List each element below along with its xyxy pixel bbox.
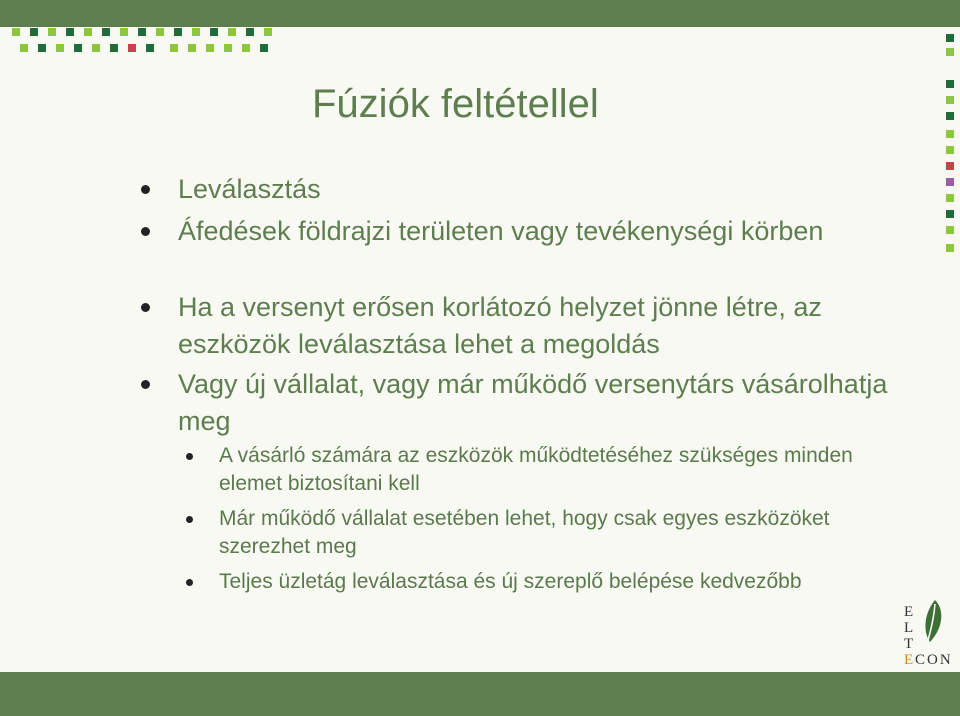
decorative-square	[192, 28, 200, 36]
bullet-text: Ha a versenyt erősen korlátozó helyzet jönne létre, az eszközök leválasztása lehet a megoldás	[178, 292, 822, 359]
decorative-square	[946, 34, 954, 42]
decorative-square	[946, 48, 954, 56]
decorative-square	[138, 28, 146, 36]
decorative-square	[156, 28, 164, 36]
bullet-text: Áfedések földrajzi területen vagy tevékenységi körben	[178, 216, 824, 246]
decorative-square	[246, 28, 254, 36]
decorative-square	[946, 162, 954, 170]
decorative-square	[210, 28, 218, 36]
decorative-square	[128, 44, 136, 52]
decorative-square	[12, 28, 20, 36]
logo-letter: E	[904, 652, 914, 668]
sub-bullet-item	[219, 568, 899, 596]
logo-letter: L	[904, 620, 914, 636]
decorative-square	[188, 44, 196, 52]
bullet-text: Leválasztás	[178, 174, 321, 204]
logo-letter: CON	[915, 652, 953, 668]
decorative-square	[92, 44, 100, 52]
sub-bullet-item	[219, 505, 899, 561]
decorative-square	[946, 96, 954, 104]
bullet-text: Vagy új vállalat, vagy már működő versenytárs vásárolhatja meg	[178, 369, 888, 436]
decorative-square	[946, 210, 954, 218]
bullet-item	[178, 289, 918, 363]
bullet-text: Már működő vállalat esetében lehet, hogy csak egyes eszközöket szerezhet meg	[219, 507, 830, 558]
elte-econ-logo	[904, 598, 960, 668]
bullet-text: A vásárló számára az eszközök működtetéséhez szükséges minden elemet biztosítani kell	[219, 444, 853, 495]
sub-bullet-item	[219, 442, 899, 498]
bullet-text: Teljes üzletág leválasztása és új szereplő belépése kedvezőbb	[219, 570, 802, 593]
decorative-square	[56, 44, 64, 52]
decorative-square	[946, 194, 954, 202]
decorative-square	[146, 44, 154, 52]
decorative-square	[38, 44, 46, 52]
decorative-square	[20, 44, 28, 52]
bullet-dot	[141, 185, 150, 194]
bullet-item	[178, 366, 918, 440]
top-bar	[0, 0, 960, 27]
decorative-square	[174, 28, 182, 36]
logo-letter: E	[904, 604, 914, 620]
bullet-item	[178, 171, 918, 208]
bullet-dot	[141, 303, 150, 312]
bullet-dot	[186, 453, 193, 460]
decorative-square	[224, 44, 232, 52]
decorative-square	[66, 28, 74, 36]
decorative-square	[946, 80, 954, 88]
decorative-square	[170, 44, 178, 52]
logo-letter: T	[904, 636, 914, 652]
bullet-dot	[141, 227, 150, 236]
decorative-square	[946, 146, 954, 154]
decorative-square	[74, 44, 82, 52]
decorative-square	[102, 28, 110, 36]
decorative-square	[946, 226, 954, 234]
decorative-square	[30, 28, 38, 36]
bullet-dot	[186, 579, 193, 586]
bullet-dot	[141, 380, 150, 389]
slide-title: Fúziók feltétellel	[312, 82, 599, 126]
decorative-square	[242, 44, 250, 52]
bottom-bar	[0, 672, 960, 716]
decorative-square	[120, 28, 128, 36]
decorative-square	[84, 28, 92, 36]
decorative-square	[946, 244, 954, 252]
decorative-square	[206, 44, 214, 52]
leaf-icon	[921, 598, 945, 646]
decorative-square	[946, 178, 954, 186]
decorative-square	[110, 44, 118, 52]
decorative-square	[264, 28, 272, 36]
decorative-square	[260, 44, 268, 52]
bullet-dot	[186, 516, 193, 523]
bullet-item	[178, 213, 918, 250]
decorative-square	[946, 130, 954, 138]
decorative-square	[946, 112, 954, 120]
decorative-square	[228, 28, 236, 36]
decorative-square	[48, 28, 56, 36]
